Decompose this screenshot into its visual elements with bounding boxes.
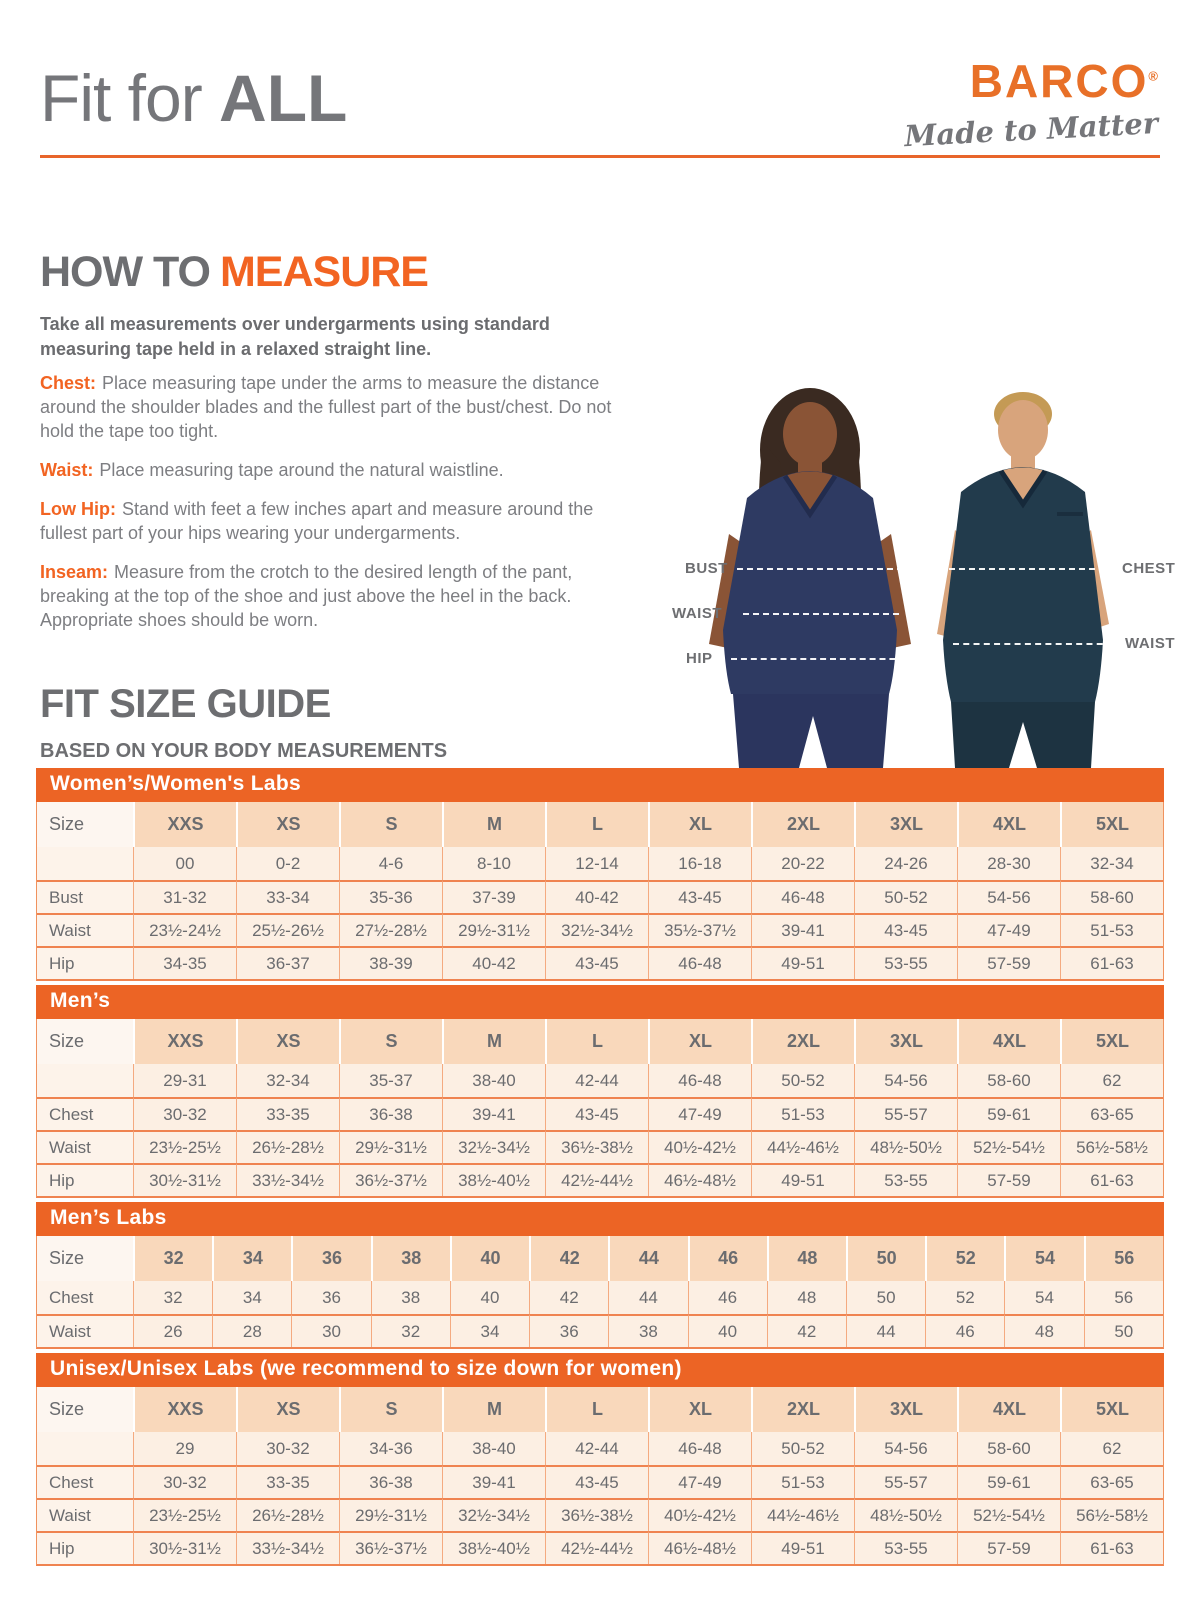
size-cell: 29-31 [133, 1064, 236, 1097]
column-header: XS [236, 1019, 339, 1064]
column-header: 4XL [957, 1387, 1060, 1432]
size-cell: 35-36 [339, 880, 442, 913]
column-header: XS [236, 1387, 339, 1432]
chest-measure-line [949, 568, 1115, 570]
size-cell: 37-39 [442, 880, 545, 913]
column-header: 4XL [957, 802, 1060, 847]
size-cell: 63-65 [1060, 1465, 1163, 1498]
size-cell: 42-44 [545, 1064, 648, 1097]
row-label: Chest [37, 1281, 133, 1314]
how-to-measure-title-gray: HOW TO [40, 248, 210, 296]
size-cell: 50 [846, 1281, 925, 1314]
row-label: Hip [37, 946, 133, 979]
size-cell: 35½-37½ [648, 913, 751, 946]
page-title-light: Fit for [40, 61, 202, 135]
column-header: M [442, 1387, 545, 1432]
column-header: 48 [767, 1236, 846, 1281]
size-cell: 32½-34½ [545, 913, 648, 946]
size-cell: 59-61 [957, 1097, 1060, 1130]
column-header: XXS [133, 1019, 236, 1064]
size-cell: 43-45 [545, 946, 648, 979]
size-cell: 23½-25½ [133, 1130, 236, 1163]
size-cell: 58-60 [1060, 880, 1163, 913]
size-cell: 38-40 [442, 1432, 545, 1465]
size-cell: 44 [846, 1314, 925, 1347]
column-header: S [339, 802, 442, 847]
models-photo [645, 372, 1190, 768]
size-cell: 43-45 [545, 1097, 648, 1130]
size-table-2 [36, 1202, 1164, 1349]
size-cell: 8-10 [442, 847, 545, 880]
size-table-1 [36, 985, 1164, 1198]
size-cell: 28 [212, 1314, 291, 1347]
size-cell: 63-65 [1060, 1097, 1163, 1130]
size-cell: 47-49 [648, 1097, 751, 1130]
size-cell: 58-60 [957, 1064, 1060, 1097]
measure-item-waist-label: Waist: [40, 459, 94, 480]
size-cell: 51-53 [1060, 913, 1163, 946]
column-header: 34 [212, 1236, 291, 1281]
size-cell: 32 [133, 1281, 212, 1314]
size-cell: 31-32 [133, 880, 236, 913]
size-cell: 42½-44½ [545, 1531, 648, 1564]
registered-mark: ® [1148, 68, 1158, 84]
measure-item-lowhip-label: Low Hip: [40, 498, 116, 519]
size-cell: 42-44 [545, 1432, 648, 1465]
column-header: XL [648, 1387, 751, 1432]
size-cell: 59-61 [957, 1465, 1060, 1498]
waist-right-label: WAIST [1125, 635, 1175, 652]
size-cell: 34 [212, 1281, 291, 1314]
size-cell: 40 [450, 1281, 529, 1314]
table-banner: Men’s [36, 985, 1164, 1019]
table-banner: Women’s/Women's Labs [36, 768, 1164, 802]
size-table-3 [36, 1353, 1164, 1566]
size-cell: 29 [133, 1432, 236, 1465]
size-cell: 43-45 [545, 1465, 648, 1498]
size-cell: 33-35 [236, 1097, 339, 1130]
column-header: 42 [529, 1236, 608, 1281]
row-label: Waist [37, 1498, 133, 1531]
size-cell: 30 [291, 1314, 370, 1347]
size-cell: 36-37 [236, 946, 339, 979]
size-cell: 53-55 [854, 946, 957, 979]
size-cell: 39-41 [442, 1097, 545, 1130]
size-cell: 43-45 [854, 913, 957, 946]
measure-item-lowhip [40, 498, 640, 546]
size-cell: 28-30 [957, 847, 1060, 880]
column-header: S [339, 1019, 442, 1064]
size-cell: 43-45 [648, 880, 751, 913]
measure-item-chest-label: Chest: [40, 373, 97, 393]
size-cell: 40½-42½ [648, 1498, 751, 1531]
size-cell: 53-55 [854, 1163, 957, 1196]
bust-measure-line [737, 568, 903, 570]
size-cell: 58-60 [957, 1432, 1060, 1465]
size-cell: 36 [529, 1314, 608, 1347]
size-cell: 49-51 [751, 1531, 854, 1564]
size-cell: 38-40 [442, 1064, 545, 1097]
size-cell: 49-51 [751, 946, 854, 979]
size-cell: 56½-58½ [1060, 1498, 1163, 1531]
column-header: 52 [925, 1236, 1004, 1281]
column-header: XXS [133, 1387, 236, 1432]
row-label [37, 1432, 133, 1465]
column-header: 54 [1004, 1236, 1083, 1281]
measure-item-waist [40, 459, 640, 483]
measure-item-inseam-text: Measure from the crotch to the desired length of the pant, breaking at the top of the shoe and just above the heel in the back. Appropriate shoes should be worn. [40, 561, 573, 630]
size-cell: 38½-40½ [442, 1531, 545, 1564]
column-header: 36 [291, 1236, 370, 1281]
fit-size-guide-title: FIT SIZE GUIDE [40, 682, 331, 726]
size-cell: 48 [767, 1281, 846, 1314]
size-cell: 30-32 [133, 1097, 236, 1130]
size-cell: 34-35 [133, 946, 236, 979]
size-cell: 51-53 [751, 1465, 854, 1498]
size-cell: 55-57 [854, 1465, 957, 1498]
measure-item-lowhip-text: Stand with feet a few inches apart and measure around the fullest part of your hips wearing your undergarments. [40, 498, 594, 543]
page-title [40, 60, 347, 136]
size-cell: 42 [529, 1281, 608, 1314]
table-banner: Men’s Labs [36, 1202, 1164, 1236]
size-cell: 50-52 [751, 1432, 854, 1465]
column-header: M [442, 802, 545, 847]
size-cell: 32½-34½ [442, 1130, 545, 1163]
size-cell: 16-18 [648, 847, 751, 880]
size-cell: 0-2 [236, 847, 339, 880]
size-cell: 32-34 [236, 1064, 339, 1097]
size-cell: 27½-28½ [339, 913, 442, 946]
size-cell: 30-32 [236, 1432, 339, 1465]
column-header: 56 [1084, 1236, 1163, 1281]
size-cell: 56 [1084, 1281, 1163, 1314]
how-to-measure-title [40, 248, 428, 297]
size-cell: 44½-46½ [751, 1498, 854, 1531]
size-tables [36, 768, 1164, 1570]
row-label: Waist [37, 1314, 133, 1347]
row-label: Waist [37, 1130, 133, 1163]
column-header: L [545, 802, 648, 847]
size-cell: 33½-34½ [236, 1163, 339, 1196]
size-cell: 57-59 [957, 1163, 1060, 1196]
size-cell: 47-49 [957, 913, 1060, 946]
size-cell: 52½-54½ [957, 1130, 1060, 1163]
measure-instructions [40, 372, 640, 647]
size-cell: 38½-40½ [442, 1163, 545, 1196]
page-title-bold: ALL [219, 61, 348, 135]
column-header: L [545, 1019, 648, 1064]
woman-waist-measure-line [743, 613, 899, 615]
column-header: S [339, 1387, 442, 1432]
size-cell: 26 [133, 1314, 212, 1347]
size-cell: 30½-31½ [133, 1531, 236, 1564]
brand-logo [903, 55, 1159, 154]
table-banner: Unisex/Unisex Labs (we recommend to size down for women) [36, 1353, 1164, 1387]
size-cell: 38-39 [339, 946, 442, 979]
waist-left-label: WAIST [672, 605, 722, 622]
column-header-size: Size [37, 1019, 133, 1064]
man-waist-measure-line [953, 643, 1113, 645]
header-divider [40, 155, 1160, 158]
size-cell: 51-53 [751, 1097, 854, 1130]
size-cell: 55-57 [854, 1097, 957, 1130]
size-cell: 20-22 [751, 847, 854, 880]
column-header: L [545, 1387, 648, 1432]
hip-measure-line [731, 658, 935, 660]
size-cell: 61-63 [1060, 1531, 1163, 1564]
chest-label: CHEST [1122, 560, 1176, 577]
size-cell: 42 [767, 1314, 846, 1347]
size-cell: 30½-31½ [133, 1163, 236, 1196]
measure-item-inseam [40, 561, 640, 633]
bust-label: BUST [685, 560, 728, 577]
size-cell: 57-59 [957, 946, 1060, 979]
size-cell: 39-41 [442, 1465, 545, 1498]
size-cell: 23½-24½ [133, 913, 236, 946]
size-cell: 61-63 [1060, 1163, 1163, 1196]
size-cell: 46-48 [751, 880, 854, 913]
size-cell: 4-6 [339, 847, 442, 880]
column-header: 2XL [751, 802, 854, 847]
column-header: 5XL [1060, 802, 1163, 847]
size-cell: 48½-50½ [854, 1130, 957, 1163]
size-cell: 32 [371, 1314, 450, 1347]
size-cell: 61-63 [1060, 946, 1163, 979]
column-header: XXS [133, 802, 236, 847]
measure-item-inseam-label: Inseam: [40, 561, 109, 582]
size-cell: 29½-31½ [339, 1498, 442, 1531]
size-cell: 36 [291, 1281, 370, 1314]
size-cell: 36½-38½ [545, 1498, 648, 1531]
column-header: 44 [608, 1236, 687, 1281]
size-cell: 56½-58½ [1060, 1130, 1163, 1163]
size-cell: 29½-31½ [339, 1130, 442, 1163]
size-cell: 46 [688, 1281, 767, 1314]
row-label: Chest [37, 1465, 133, 1498]
size-cell: 57-59 [957, 1531, 1060, 1564]
column-header: 3XL [854, 1387, 957, 1432]
size-cell: 23½-25½ [133, 1498, 236, 1531]
size-cell: 44½-46½ [751, 1130, 854, 1163]
column-header: XL [648, 1019, 751, 1064]
size-table-0 [36, 768, 1164, 981]
size-cell: 34-36 [339, 1432, 442, 1465]
row-label: Waist [37, 913, 133, 946]
column-header: 2XL [751, 1387, 854, 1432]
column-header: 5XL [1060, 1019, 1163, 1064]
size-cell: 12-14 [545, 847, 648, 880]
size-cell: 33-34 [236, 880, 339, 913]
size-cell: 38 [371, 1281, 450, 1314]
size-cell: 50-52 [854, 880, 957, 913]
column-header: XL [648, 802, 751, 847]
size-cell: 38 [608, 1314, 687, 1347]
size-cell: 40-42 [442, 946, 545, 979]
size-cell: 47-49 [648, 1465, 751, 1498]
size-cell: 33-35 [236, 1465, 339, 1498]
size-cell: 49-51 [751, 1163, 854, 1196]
column-header: XS [236, 802, 339, 847]
size-cell: 40½-42½ [648, 1130, 751, 1163]
size-cell: 42½-44½ [545, 1163, 648, 1196]
size-cell: 46½-48½ [648, 1163, 751, 1196]
row-label: Chest [37, 1097, 133, 1130]
size-cell: 39-41 [751, 913, 854, 946]
brand-tagline: Made to Matter [903, 106, 1159, 154]
column-header: 50 [846, 1236, 925, 1281]
how-to-measure-title-orange: MEASURE [219, 248, 428, 296]
size-cell: 26½-28½ [236, 1498, 339, 1531]
column-header-size: Size [37, 1236, 133, 1281]
size-cell: 52 [925, 1281, 1004, 1314]
size-cell: 54 [1004, 1281, 1083, 1314]
size-cell: 53-55 [854, 1531, 957, 1564]
size-cell: 36½-37½ [339, 1163, 442, 1196]
size-cell: 40 [688, 1314, 767, 1347]
column-header-size: Size [37, 1387, 133, 1432]
row-label: Bust [37, 880, 133, 913]
column-header: 2XL [751, 1019, 854, 1064]
measure-item-waist-text: Place measuring tape around the natural waistline. [99, 459, 504, 480]
size-cell: 40-42 [545, 880, 648, 913]
size-cell: 36-38 [339, 1097, 442, 1130]
column-header: 38 [371, 1236, 450, 1281]
brand-wordmark: BARCO [969, 55, 1149, 107]
measure-intro: Take all measurements over undergarments using standard measuring tape held in a relaxed straight line. [40, 314, 550, 359]
size-cell: 62 [1060, 1064, 1163, 1097]
size-cell: 26½-28½ [236, 1130, 339, 1163]
size-cell: 33½-34½ [236, 1531, 339, 1564]
size-cell: 54-56 [854, 1064, 957, 1097]
row-label: Hip [37, 1163, 133, 1196]
column-header: 4XL [957, 1019, 1060, 1064]
size-cell: 30-32 [133, 1465, 236, 1498]
size-cell: 29½-31½ [442, 913, 545, 946]
size-cell: 46½-48½ [648, 1531, 751, 1564]
measure-item-chest-text: Place measuring tape under the arms to measure the distance around the shoulder blades and the fullest part of the bust/chest. Do not hold the tape too tight. [40, 373, 612, 441]
size-cell: 00 [133, 847, 236, 880]
size-cell: 46 [925, 1314, 1004, 1347]
size-cell: 46-48 [648, 1064, 751, 1097]
size-cell: 36½-37½ [339, 1531, 442, 1564]
column-header: 5XL [1060, 1387, 1163, 1432]
column-header: M [442, 1019, 545, 1064]
size-cell: 50 [1084, 1314, 1163, 1347]
size-cell: 62 [1060, 1432, 1163, 1465]
size-cell: 48½-50½ [854, 1498, 957, 1531]
size-cell: 46-48 [648, 946, 751, 979]
size-cell: 36-38 [339, 1465, 442, 1498]
size-cell: 48 [1004, 1314, 1083, 1347]
size-cell: 52½-54½ [957, 1498, 1060, 1531]
hip-label: HIP [686, 650, 713, 667]
fit-size-guide-subtitle: BASED ON YOUR BODY MEASUREMENTS [40, 740, 448, 762]
size-cell: 44 [608, 1281, 687, 1314]
measure-item-chest [40, 372, 640, 444]
size-cell: 46-48 [648, 1432, 751, 1465]
size-cell: 54-56 [854, 1432, 957, 1465]
column-header: 3XL [854, 1019, 957, 1064]
row-label [37, 847, 133, 880]
column-header: 3XL [854, 802, 957, 847]
size-cell: 50-52 [751, 1064, 854, 1097]
size-cell: 34 [450, 1314, 529, 1347]
size-cell: 54-56 [957, 880, 1060, 913]
size-cell: 36½-38½ [545, 1130, 648, 1163]
size-cell: 32-34 [1060, 847, 1163, 880]
row-label [37, 1064, 133, 1097]
column-header-size: Size [37, 802, 133, 847]
column-header: 46 [688, 1236, 767, 1281]
size-cell: 32½-34½ [442, 1498, 545, 1531]
size-cell: 24-26 [854, 847, 957, 880]
brand-name [904, 55, 1158, 107]
row-label: Hip [37, 1531, 133, 1564]
size-cell: 35-37 [339, 1064, 442, 1097]
size-cell: 25½-26½ [236, 913, 339, 946]
column-header: 32 [133, 1236, 212, 1281]
column-header: 40 [450, 1236, 529, 1281]
